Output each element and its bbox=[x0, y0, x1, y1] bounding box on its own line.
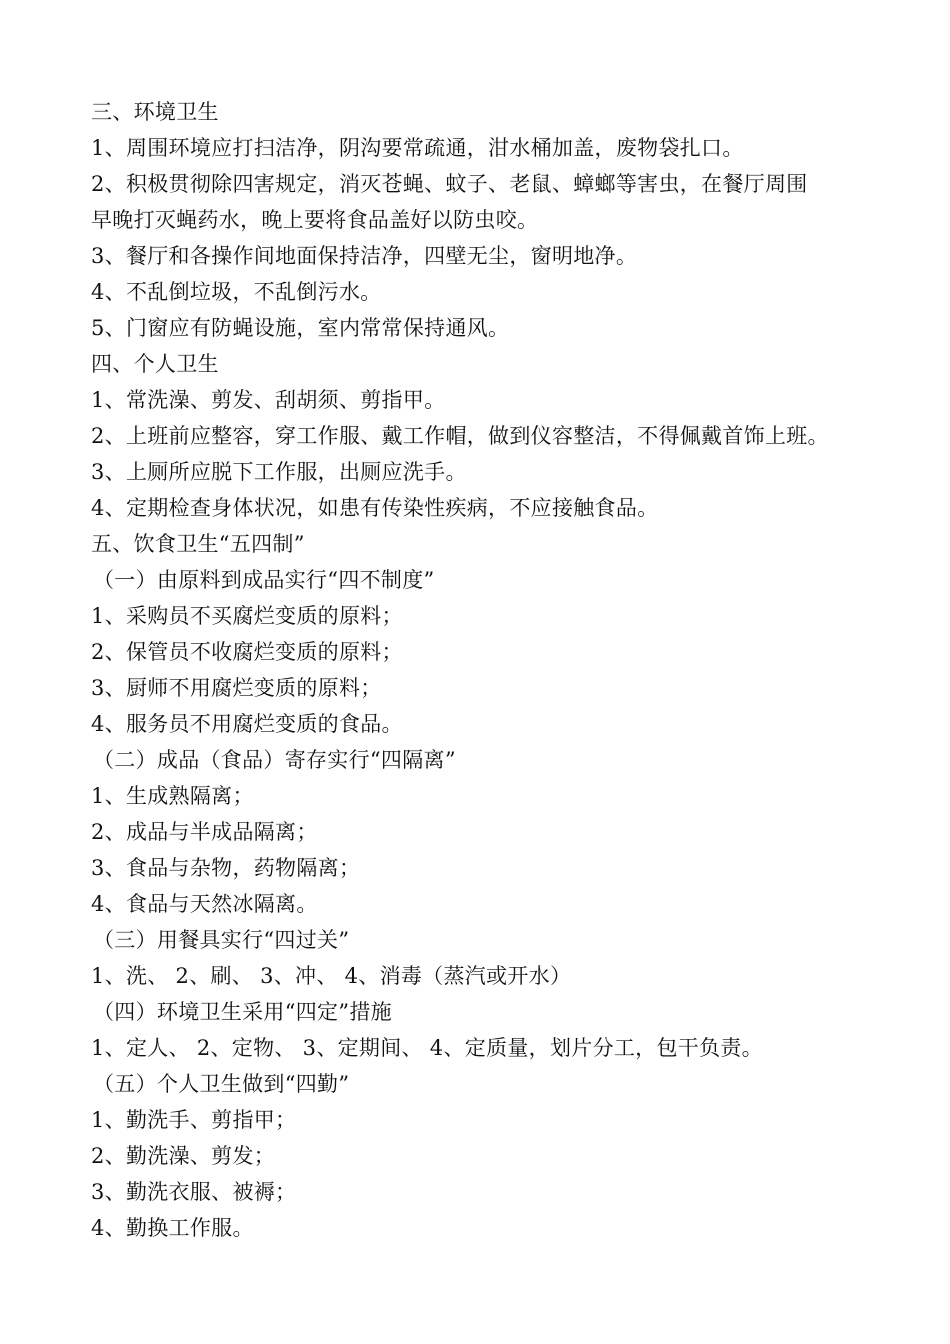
paragraph-line: 3、上厕所应脱下工作服，出厕应洗手。 bbox=[91, 460, 467, 484]
subsection-heading: （五）个人卫生做到“四勤” bbox=[93, 1072, 350, 1096]
paragraph-line: 1、洗、 2、刷、 3、冲、 4、消毒（蒸汽或开水） bbox=[91, 964, 572, 988]
paragraph-line: 3、勤洗衣服、被褥； bbox=[91, 1180, 297, 1204]
paragraph-line: 4、勤换工作服。 bbox=[91, 1216, 254, 1240]
paragraph-line: 3、餐厅和各操作间地面保持洁净，四壁无尘，窗明地净。 bbox=[91, 244, 638, 268]
paragraph-line: 4、定期检查身体状况，如患有传染性疾病，不应接触食品。 bbox=[91, 496, 659, 520]
paragraph-line: 2、勤洗澡、剪发； bbox=[91, 1144, 276, 1168]
section-heading-food: 五、饮食卫生“五四制” bbox=[91, 532, 305, 556]
paragraph-line: 2、保管员不收腐烂变质的原料； bbox=[91, 640, 403, 664]
paragraph-line: 1、勤洗手、剪指甲； bbox=[91, 1108, 297, 1132]
paragraph-line: 1、采购员不买腐烂变质的原料； bbox=[91, 604, 403, 628]
section-heading-environment: 三、环境卫生 bbox=[91, 100, 219, 124]
paragraph-line: 2、上班前应整容，穿工作服、戴工作帽，做到仪容整洁，不得佩戴首饰上班。 bbox=[91, 424, 829, 448]
subsection-heading: （一）由原料到成品实行“四不制度” bbox=[93, 568, 435, 592]
paragraph-line: 5、门窗应有防蝇设施，室内常常保持通风。 bbox=[91, 316, 510, 340]
paragraph-line: 3、食品与杂物，药物隔离； bbox=[91, 856, 361, 880]
paragraph-line: 1、定人、 2、定物、 3、定期间、 4、定质量，划片分工，包干负责。 bbox=[91, 1036, 763, 1060]
paragraph-line: 1、生成熟隔离； bbox=[91, 784, 254, 808]
subsection-heading: （三）用餐具实行“四过关” bbox=[93, 928, 350, 952]
paragraph-line: 4、食品与天然冰隔离。 bbox=[91, 892, 318, 916]
document-body bbox=[91, 94, 871, 1246]
paragraph-line: 3、厨师不用腐烂变质的原料； bbox=[91, 676, 382, 700]
paragraph-line: 2、积极贯彻除四害规定，消灭苍蝇、蚊子、老鼠、蟑螂等害虫，在餐厅周围 bbox=[91, 172, 808, 196]
paragraph-line: 1、常洗澡、剪发、刮胡须、剪指甲。 bbox=[91, 388, 446, 412]
section-heading-personal: 四、个人卫生 bbox=[91, 352, 219, 376]
paragraph-line: 早晚打灭蝇药水，晚上要将食品盖好以防虫咬。 bbox=[91, 208, 539, 232]
paragraph-line: 2、成品与半成品隔离； bbox=[91, 820, 318, 844]
subsection-heading: （二）成品（食品）寄存实行“四隔离” bbox=[93, 748, 456, 772]
paragraph-line: 4、服务员不用腐烂变质的食品。 bbox=[91, 712, 403, 736]
paragraph-line: 1、周围环境应打扫洁净，阴沟要常疏通，泔水桶加盖，废物袋扎口。 bbox=[91, 136, 744, 160]
paragraph-line: 4、不乱倒垃圾，不乱倒污水。 bbox=[91, 280, 382, 304]
subsection-heading: （四）环境卫生采用“四定”措施 bbox=[93, 1000, 392, 1024]
